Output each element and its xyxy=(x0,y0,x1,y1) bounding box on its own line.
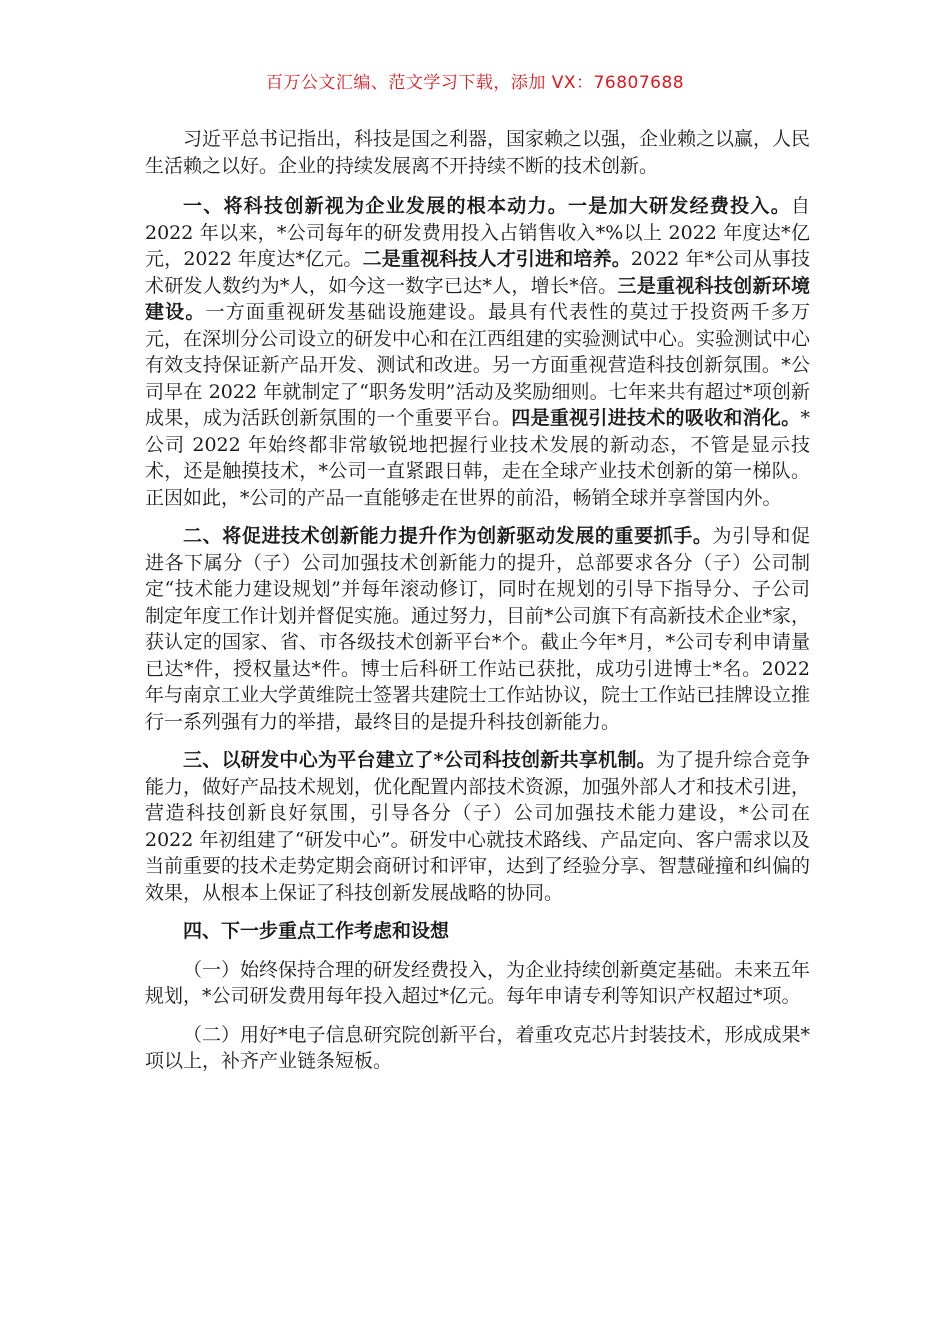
section1-heading: 一、将科技创新视为企业发展的根本动力。 xyxy=(183,195,569,217)
section1-point2-title: 二是重视科技人才引进和培养。 xyxy=(362,248,631,270)
section1-point1-title: 一是加大研发经费投入。 xyxy=(568,195,791,217)
section1-point3-title: 三是重视科技创新环境建设。 xyxy=(145,274,810,323)
section3-paragraph xyxy=(145,747,810,906)
section2-paragraph xyxy=(145,523,810,735)
document-body xyxy=(145,126,810,1087)
section2-heading: 二、将促进技术创新能力提升作为创新驱动发展的重要抓手。 xyxy=(183,525,713,547)
section1-point2-text: 2022 年*公司从事技术研发人数约为*人，如今这一数字已达*人，增长*倍。 xyxy=(145,248,810,297)
intro-paragraph: 习近平总书记指出，科技是国之利器，国家赖之以强，企业赖之以赢，人民生活赖之以好。企业的持续发展离不开持续不断的技术创新。 xyxy=(145,128,811,177)
section4-item2: （二）用好*电子信息研究院创新平台，着重攻克芯片封装技术，形成成果*项以上，补齐产业链条短板。 xyxy=(145,1023,811,1072)
section1-point3-text: 一方面重视研发基础设施建设。最具有代表性的莫过于投资两千多万元，在深圳分公司设立的研发中心和在江西组建的实验测试中心。实验测试中心有效支持保证新产品开发、测试和改进。另一方面重视营造科技创新氛围。*公司早在 2022 年就制定了“职务发明”活动及奖励细则。七年来共有超过*项创新成果，成为活跃创新氛围的一个重要平台。 xyxy=(145,301,811,429)
section3-heading: 三、以研发中心为平台建立了*公司科技创新共享机制。 xyxy=(183,749,657,771)
section1-point1-text: 自 2022 年以来，*公司每年的研发费用投入占销售收入*%以上 2022 年度达*亿元，2022 年度达*亿元。 xyxy=(145,195,810,270)
section4-heading: 四、下一步重点工作考虑和设想 xyxy=(183,920,450,942)
section2-text: 为引导和促进各下属分（子）公司加强技术创新能力的提升，总部要求各分（子）公司制定“技术能力建设规划”并每年滚动修订，同时在规划的引导下指导分、子公司制定年度工作计划并督促实施。通过努力，目前*公司旗下有高新技术企业*家，获认定的国家、省、市各级技术创新平台*个。截止今年*月，*公司专利申请量已达*件，授权量达*件。博士后科研工作站已获批，成功引进博士*名。2022 年与南京工业大学黄维院士签署共建院士工作站协议，院士工作站已挂牌设立推行一系列强有力的举措，最终目的是提升科技创新能力。 xyxy=(145,525,811,733)
section1-point4-title: 四是重视引进技术的吸收和消化。 xyxy=(511,407,801,429)
header-watermark: 百万公文汇编、范文学习下载，添加 VX：76807688 xyxy=(265,73,685,93)
section1-paragraph xyxy=(145,193,810,511)
section3-text: 为了提升综合竞争能力，做好产品技术规划，优化配置内部技术资源，加强外部人才和技术引进，营造科技创新良好氛围，引导各分（子）公司加强技术能力建设，*公司在 2022 年初组建了“研发中心”。研发中心就技术路线、产品定向、客户需求以及当前重要的技术走势定期会商研讨和评审，达到了经验分享、智慧碰撞和纠偏的效果，从根本上保证了科技创新发展战略的协同。 xyxy=(145,749,811,904)
section4-item1: （一）始终保持合理的研发经费投入，为企业持续创新奠定基础。未来五年规划，*公司研发费用每年投入超过*亿元。每年申请专利等知识产权超过*项。 xyxy=(145,958,811,1007)
section1-point4-text: *公司 2022 年始终都非常敏锐地把握行业技术发展的新动态，不管是显示技术，还是触摸技术，*公司一直紧跟日韩，走在全球产业技术创新的第一梯队。正因如此，*公司的产品一直能够走在世界的前沿，畅销全球并享誉国内外。 xyxy=(145,407,810,509)
